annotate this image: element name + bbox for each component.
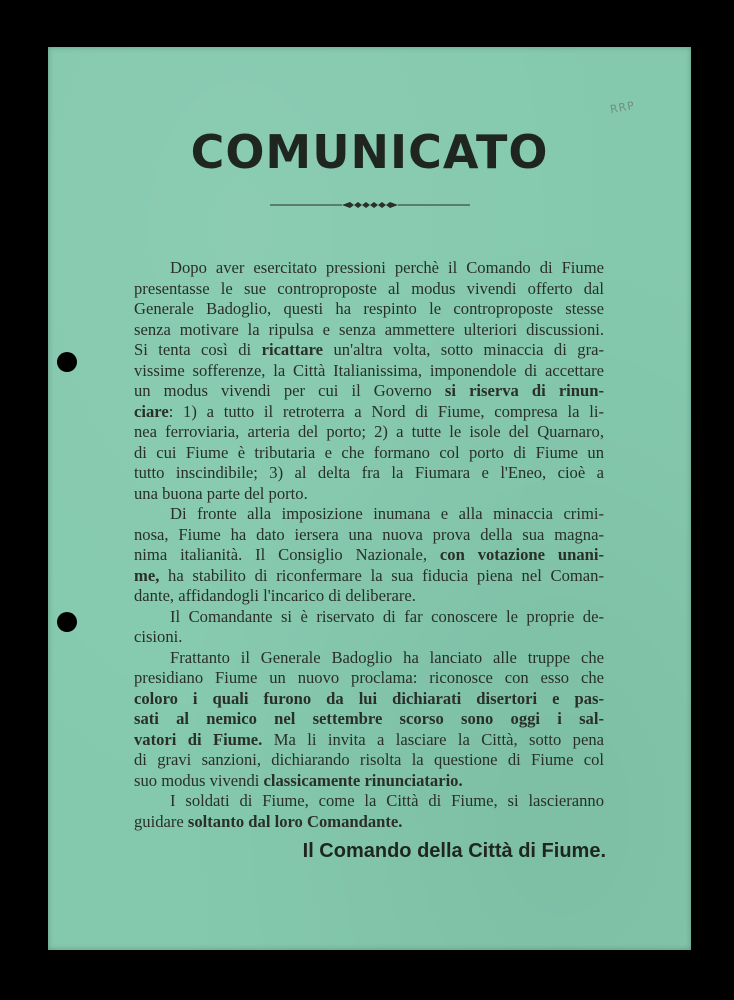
- text-run: : 1) a tutto il retroterra a Nord di Fiume, compresa la li-: [168, 401, 604, 421]
- text-run: un'altra volta, sotto minaccia di gra-: [323, 340, 604, 359]
- bold-text-run: si riserva di rinun-: [444, 381, 605, 400]
- text-line: [134, 750, 604, 771]
- text-run: tutto inscindibile; 3) al delta fra la Fiumara e l'Eneo, cioè a: [134, 463, 604, 482]
- bold-text-run: soltanto dal loro Comandante.: [187, 811, 403, 831]
- text-run: vissime sofferenze, la Città Italianissima, imponendole di accettare: [134, 360, 604, 380]
- bold-text-run: classicamente rinunciatario.: [263, 770, 463, 790]
- text-line: [134, 258, 604, 279]
- text-line: [134, 279, 604, 300]
- text-line: [134, 566, 604, 587]
- text-run: Il Comandante si è riservato di far conoscere le proprie de-: [170, 606, 604, 626]
- text-run: nosa, Fiume ha dato iersera una nuova prova della sua magna-: [134, 524, 604, 544]
- document-sheet: [48, 47, 691, 950]
- text-line: [134, 648, 604, 669]
- text-run: Generale Badoglio, questi ha respinto le controproposte stesse: [134, 299, 604, 318]
- text-run: Si tenta così di: [134, 340, 262, 359]
- text-run: guidare: [134, 811, 188, 831]
- text-run: di gravi sanzioni, dichiarando risolta la questione di Fiume col: [134, 750, 604, 769]
- punch-hole: [57, 612, 77, 632]
- text-run: nea ferroviaria, arteria del porto; 2) a tutte le isole del Quarnaro,: [134, 422, 604, 441]
- title-ornament-divider: [270, 198, 470, 212]
- text-line: [134, 504, 604, 525]
- text-line: [134, 791, 604, 812]
- text-line: [134, 422, 604, 443]
- text-line: [134, 320, 604, 341]
- text-run: presidiano Fiume un nuovo proclama: riconosce con esso che: [134, 668, 604, 687]
- text-line: [134, 340, 604, 361]
- punch-hole: [57, 352, 77, 372]
- text-line: [134, 299, 604, 320]
- text-run: dante, affidandogli l'incarico di deliberare.: [134, 586, 416, 605]
- text-line: [134, 381, 604, 402]
- text-run: di cui Fiume è tributaria e che formano col porto di Fiume un: [134, 442, 604, 462]
- bold-text-run: coloro i quali furono da lui dichiarati disertori e pas-: [134, 688, 604, 708]
- text-run: Frattanto il Generale Badoglio ha lanciato alle truppe che: [170, 647, 604, 667]
- text-line: [134, 627, 604, 648]
- bold-text-run: vatori di Fiume.: [134, 729, 263, 749]
- text-run: Ma li invita a lasciare la Città, sotto pena: [262, 729, 604, 749]
- text-run: I soldati di Fiume, come la Città di Fiume, si lascieranno: [170, 791, 604, 810]
- text-line: [134, 812, 604, 833]
- bold-text-run: con votazione unani-: [439, 545, 604, 564]
- text-run: nima italianità. Il Consiglio Nazionale,: [134, 545, 440, 564]
- text-line: [134, 525, 604, 546]
- bold-text-run: me,: [134, 565, 160, 585]
- text-run: ha stabilito di riconfermare la sua fiducia piena nel Coman-: [159, 565, 604, 585]
- document-title: COMUNICATO: [190, 125, 549, 179]
- signature: Il Comando della Città di Fiume.: [302, 840, 606, 862]
- text-line: [134, 484, 604, 505]
- communique-body: [134, 258, 604, 832]
- text-line: [134, 689, 604, 710]
- bold-text-run: sati al nemico nel settembre scorso sono oggi i sal-: [134, 709, 604, 728]
- pencil-annotation: RRP: [609, 98, 636, 117]
- bold-text-run: ciare: [134, 401, 169, 421]
- text-line: [134, 709, 604, 730]
- text-run: cisioni.: [134, 627, 183, 646]
- bold-text-run: ricattare: [261, 340, 324, 359]
- text-line: [134, 607, 604, 628]
- text-run: suo modus vivendi: [134, 770, 264, 790]
- text-line: [134, 771, 604, 792]
- text-run: un modus vivendi per cui il Governo: [134, 381, 445, 400]
- text-run: Dopo aver esercitato pressioni perchè il Comando di Fiume: [170, 258, 604, 277]
- text-run: presentasse le sue controproposte al modus vivendi offerto dal: [134, 278, 604, 298]
- text-line: [134, 586, 604, 607]
- text-line: [134, 443, 604, 464]
- text-line: [134, 668, 604, 689]
- text-line: [134, 545, 604, 566]
- text-line: [134, 463, 604, 484]
- text-line: [134, 730, 604, 751]
- text-line: [134, 361, 604, 382]
- text-run: senza motivare la ripulsa e senza ammettere ulteriori discussioni.: [134, 319, 604, 339]
- text-line: [134, 402, 604, 423]
- text-run: Di fronte alla imposizione inumana e alla minaccia crimi-: [170, 504, 604, 523]
- text-run: una buona parte del porto.: [134, 483, 308, 503]
